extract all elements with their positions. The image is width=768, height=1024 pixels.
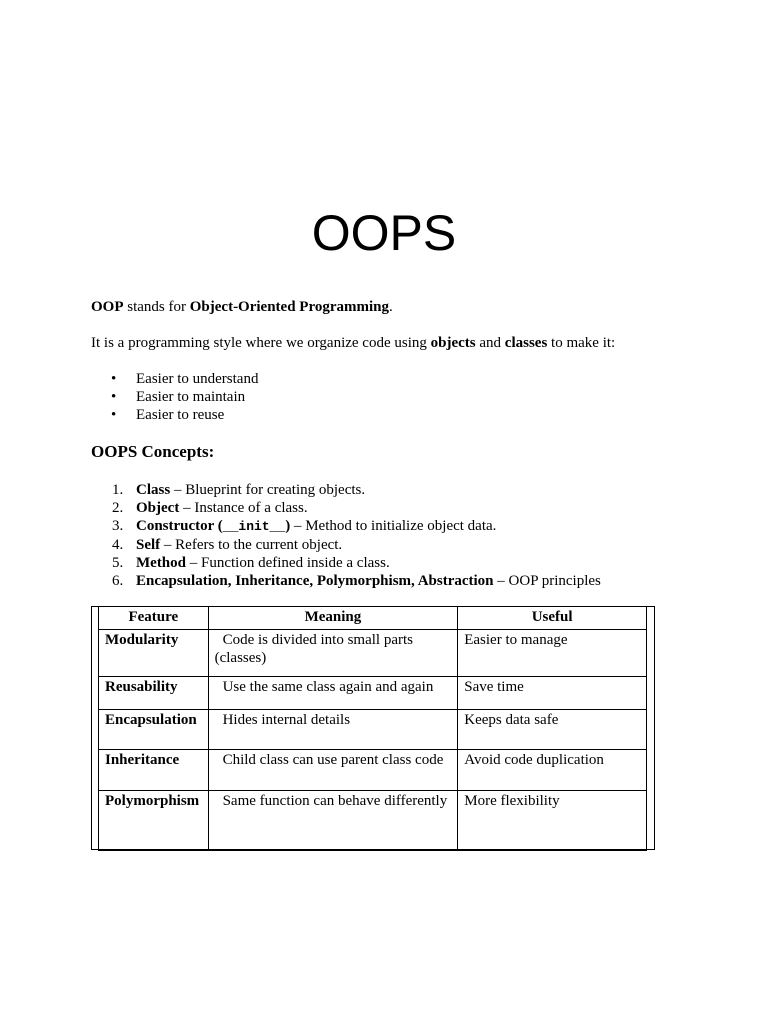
list-number: 4.	[112, 537, 124, 553]
p2-and: and	[475, 335, 505, 351]
p2-start: It is a programming style where we organize code using	[91, 335, 431, 351]
useful-cell: More flexibility	[458, 791, 647, 851]
meaning-cell	[208, 677, 458, 710]
concepts-list	[91, 481, 601, 590]
meaning-cell	[208, 630, 458, 677]
list-item	[91, 406, 258, 424]
meaning-text: Code is divided into small parts	[222, 632, 413, 648]
list-item	[91, 554, 601, 572]
benefits-list	[91, 370, 258, 424]
list-item	[91, 517, 601, 536]
meaning-text: Child class can use parent class code	[222, 752, 444, 768]
list-item	[91, 388, 258, 406]
concepts-heading: OOPS Concepts:	[91, 442, 215, 461]
meaning-text: Hides internal details	[222, 712, 351, 728]
meaning-cell	[208, 791, 458, 851]
concept-term: Constructor (	[136, 518, 223, 534]
list-number: 5.	[112, 555, 124, 571]
concept-term: Self	[136, 537, 161, 553]
list-number: 1.	[112, 482, 124, 498]
oop-full-name: Object-Oriented Programming	[189, 299, 390, 315]
feature-cell: Inheritance	[99, 750, 209, 791]
useful-cell: Avoid code duplication	[458, 750, 647, 791]
stands-for-text: stands for	[123, 299, 190, 315]
features-table-frame	[91, 606, 655, 850]
concept-desc: – Function defined inside a class.	[186, 555, 390, 571]
classes-term: classes	[504, 335, 548, 351]
list-item-text: Easier to understand	[136, 371, 259, 387]
useful-cell: Easier to manage	[458, 630, 647, 677]
list-item	[91, 481, 601, 499]
table-row	[99, 791, 647, 851]
list-item	[91, 572, 601, 590]
table-row	[99, 677, 647, 710]
feature-cell: Encapsulation	[99, 710, 209, 750]
intro-paragraph-2	[91, 334, 615, 352]
period: .	[389, 299, 393, 315]
bullet-icon: •	[111, 371, 117, 387]
concept-desc: – Refers to the current object.	[160, 537, 343, 553]
list-number: 2.	[112, 500, 124, 516]
meaning-text: Same function can behave differently	[222, 793, 448, 809]
table-row	[99, 630, 647, 677]
meaning-cell	[208, 750, 458, 791]
meaning-cell	[208, 710, 458, 750]
bullet-icon: •	[111, 389, 117, 405]
header-useful: Useful	[458, 607, 647, 630]
concept-desc: – Instance of a class.	[179, 500, 308, 516]
oop-term: OOP	[91, 299, 124, 315]
meaning-text: Use the same class again and again	[222, 679, 434, 695]
list-item-text: Easier to maintain	[136, 389, 246, 405]
header-meaning: Meaning	[208, 607, 458, 630]
useful-cell: Save time	[458, 677, 647, 710]
concept-term-end: )	[285, 518, 291, 534]
list-item-text: Easier to reuse	[136, 407, 225, 423]
concept-desc: – Method to initialize object data.	[290, 518, 497, 534]
p2-end: to make it:	[547, 335, 616, 351]
concept-term: Object	[136, 500, 180, 516]
list-number: 3.	[112, 518, 124, 534]
concept-term: Method	[136, 555, 186, 571]
features-table	[98, 606, 647, 851]
concept-term: Encapsulation, Inheritance, Polymorphism, Abstraction	[136, 573, 494, 589]
table-header-row	[99, 607, 647, 630]
list-item	[91, 536, 601, 554]
table-row	[99, 710, 647, 750]
concept-code: __init__	[222, 519, 286, 534]
feature-cell: Reusability	[99, 677, 209, 710]
intro-paragraph-1	[91, 298, 393, 316]
feature-cell: Polymorphism	[99, 791, 209, 851]
page-title: OOPS	[311, 205, 457, 261]
meaning-text-continued: (classes)	[214, 650, 267, 666]
concept-desc: – Blueprint for creating objects.	[170, 482, 366, 498]
objects-term: objects	[430, 335, 476, 351]
useful-cell: Keeps data safe	[458, 710, 647, 750]
concept-term: Class	[136, 482, 171, 498]
feature-cell: Modularity	[99, 630, 209, 677]
list-item	[91, 499, 601, 517]
list-number: 6.	[112, 573, 124, 589]
header-feature: Feature	[99, 607, 209, 630]
list-item	[91, 370, 258, 388]
bullet-icon: •	[111, 407, 117, 423]
table-row	[99, 750, 647, 791]
concept-desc: – OOP principles	[493, 573, 601, 589]
